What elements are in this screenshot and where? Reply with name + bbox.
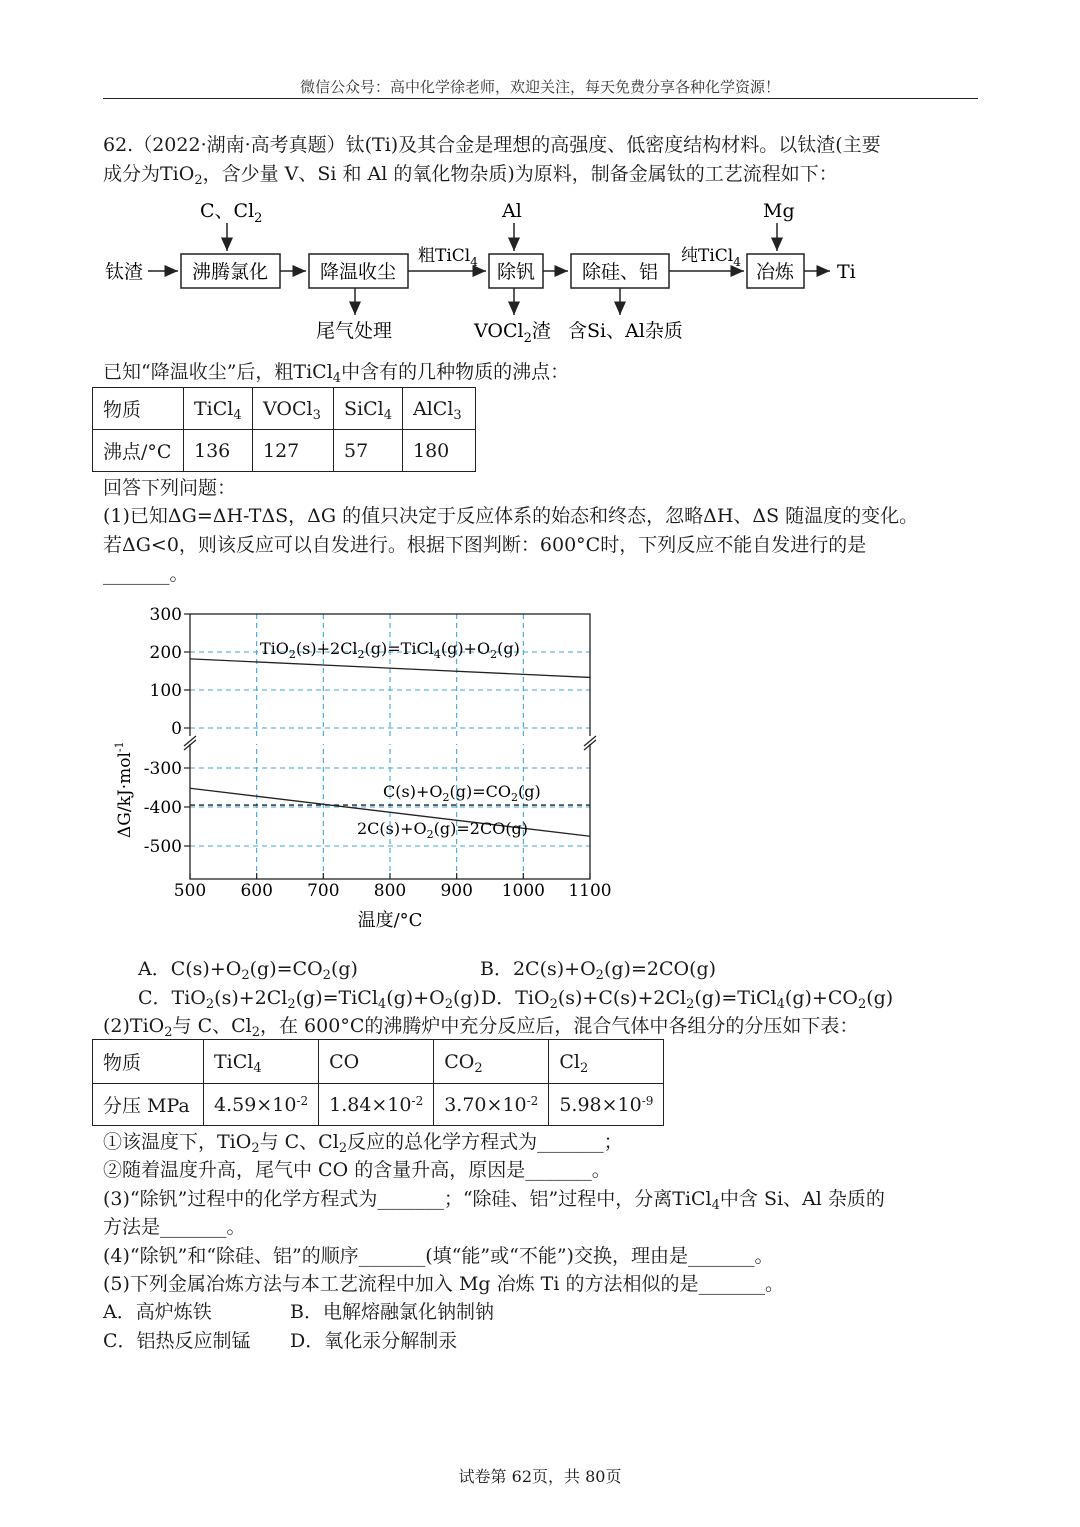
flow-input-mg: Mg bbox=[763, 200, 795, 222]
bp-header-cell: SiCl$_4$ bbox=[334, 388, 403, 430]
bp-cell: 57 bbox=[334, 430, 403, 472]
y-tick-label: 300 bbox=[149, 605, 182, 625]
delta-g-chart bbox=[100, 598, 620, 943]
y-tick-label: 100 bbox=[149, 681, 182, 701]
option-5B: B．电解熔融氯化钠制钠 bbox=[290, 1301, 494, 1323]
x-tick-label: 1100 bbox=[568, 881, 612, 901]
x-axis-label: 温度/°C bbox=[357, 910, 423, 931]
flow-end-label: Ti bbox=[837, 261, 856, 283]
flow-box-smelting-label: 冶炼 bbox=[755, 261, 795, 283]
option-1B: B．$2C(s)+O_2(g)=2CO(g)$ bbox=[480, 958, 717, 983]
flow-start-label: 钛渣 bbox=[105, 261, 144, 283]
answer-intro: 回答下列问题： bbox=[103, 477, 237, 499]
pp-cell: $4.59\times 10^{-2}$ bbox=[204, 1084, 319, 1126]
pp-cell: $5.98\times 10^{-9}$ bbox=[549, 1084, 664, 1126]
pp-cell: $3.70\times 10^{-2}$ bbox=[434, 1084, 549, 1126]
flow-input-al: Al bbox=[502, 200, 522, 222]
q3-line-1: (3)“除钒”过程中的化学方程式为_______；“除硅、铝”过程中，分离TiCl$_4$中含 Si、Al 杂质的 bbox=[103, 1188, 885, 1213]
series-label-c-co2: $C(s)+O_2(g)=CO_2(g)$ bbox=[383, 782, 541, 804]
q5-line: (5)下列金属冶炼方法与本工艺流程中加入 Mg 冶炼 Ti 的方法相似的是_______。 bbox=[103, 1273, 784, 1295]
question-line-2: 成分为TiO$_2$，含少量 V、Si 和 Al 的氧化物杂质)为原料，制备金属钛的工艺流程如下： bbox=[103, 163, 838, 188]
bp-header-cell: 物质 bbox=[93, 388, 184, 430]
option-1D: D．$TiO_2(s)+C(s)+2Cl_2(g)=TiCl_4(g)+CO_2(g)$ bbox=[481, 987, 894, 1012]
option-1C: C．$TiO_2(s)+2Cl_2(g)=TiCl_4(g)+O_2(g)$ bbox=[138, 987, 480, 1012]
bp-header-cell: VOCl$_3$ bbox=[253, 388, 334, 430]
bp-cell: 180 bbox=[403, 430, 476, 472]
option-5A: A．高炉炼铁 bbox=[103, 1301, 212, 1323]
pp-header-cell: CO bbox=[319, 1040, 434, 1084]
process-flow-diagram bbox=[100, 195, 900, 355]
y-tick-label: -300 bbox=[143, 759, 182, 779]
flow-box-chlorination-label: 沸腾氯化 bbox=[191, 261, 269, 283]
question-line-1: 62.（2022·湖南·高考真题）钛(Ti)及其合金是理想的高强度、低密度结构材料。以钛渣(主要 bbox=[103, 134, 881, 156]
y-axis-label: ΔG/kJ·mol$^{-1}$ bbox=[113, 741, 135, 838]
pp-header-row bbox=[93, 1040, 664, 1084]
flow-output-si-al: 含Si、Al杂质 bbox=[568, 320, 683, 342]
x-tick-label: 700 bbox=[307, 881, 340, 901]
flow-box-vanadium-removal-label: 除钒 bbox=[496, 261, 536, 283]
boiling-point-table bbox=[92, 387, 476, 472]
partial-pressure-table bbox=[92, 1039, 664, 1126]
bp-cell: 127 bbox=[253, 430, 334, 472]
y-tick-label: -500 bbox=[143, 837, 182, 857]
x-tick-label: 500 bbox=[173, 881, 207, 901]
option-1A: A．$C(s)+O_2(g)=CO_2(g)$ bbox=[138, 958, 358, 983]
q3-line-2: 方法是_______。 bbox=[103, 1216, 246, 1238]
flow-box-si-al-removal-label: 除硅、铝 bbox=[581, 261, 659, 283]
q2-sub-2: ②随着温度升高，尾气中 CO 的含量升高，原因是_______。 bbox=[103, 1159, 611, 1181]
flow-output-tail-gas: 尾气处理 bbox=[316, 320, 393, 342]
bp-value-row bbox=[93, 430, 476, 472]
q1-line-3: _______。 bbox=[103, 563, 189, 585]
pp-cell: $1.84\times 10^{-2}$ bbox=[319, 1084, 434, 1126]
bp-header-row bbox=[93, 388, 476, 430]
y-tick-label: -400 bbox=[143, 798, 182, 818]
series-label-2c-2co: $2C(s)+O_2(g)=2CO(g)$ bbox=[357, 819, 529, 841]
pp-header-cell: TiCl$_4$ bbox=[204, 1040, 319, 1084]
q2-sub-1: ①该温度下，TiO$_2$与 C、$Cl_2$反应的总化学方程式为_______； bbox=[103, 1131, 623, 1156]
flow-input-c-cl2: C、$Cl_2$ bbox=[200, 200, 263, 226]
y-tick-label: 0 bbox=[171, 719, 182, 739]
known-line: 已知“降温收尘”后，粗TiCl$_4$中含有的几种物质的沸点： bbox=[103, 361, 570, 386]
bp-cell: 136 bbox=[184, 430, 253, 472]
page-header: 微信公众号：高中化学徐老师，欢迎关注，每天免费分享各种化学资源！ bbox=[299, 78, 780, 96]
option-5C: C．铝热反应制锰 bbox=[103, 1330, 251, 1352]
pp-value-row bbox=[93, 1084, 664, 1126]
flow-output-vocl2: VOCl$_2$渣 bbox=[474, 320, 551, 346]
pp-cell: 分压 MPa bbox=[93, 1084, 204, 1126]
pp-header-cell: 物质 bbox=[93, 1040, 204, 1084]
x-tick-label: 900 bbox=[440, 881, 473, 901]
y-tick-label: 200 bbox=[149, 643, 182, 663]
x-tick-label: 800 bbox=[373, 881, 407, 901]
q1-line-2: 若ΔG<0，则该反应可以自发进行。根据下图判断：600°C时，下列反应不能自发进行的是 bbox=[103, 534, 867, 556]
q1-line-1: (1)已知ΔG=ΔH-TΔS，ΔG 的值只决定于反应体系的始态和终态，忽略ΔH、ΔS 随温度的变化。 bbox=[103, 505, 919, 527]
flow-crude-ticl4-label: 粗TiCl$_4$ bbox=[418, 246, 478, 269]
header-divider bbox=[103, 98, 978, 99]
bp-cell: 沸点/°C bbox=[93, 430, 184, 472]
page-footer: 试卷第 62页，共 80页 bbox=[458, 1467, 622, 1486]
option-5D: D．氧化汞分解制汞 bbox=[290, 1330, 458, 1352]
x-tick-label: 600 bbox=[240, 881, 273, 901]
axis-break-gap bbox=[184, 736, 596, 744]
q4-line: (4)“除钒”和“除硅、铝”的顺序_______(填“能”或“不能”)交换，理由是_______。 bbox=[103, 1245, 774, 1267]
q2-line-1: (2)TiO$_2$与 C、$Cl_2$，在 600°C的沸腾炉中充分反应后，混合气体中各组分的分压如下表： bbox=[103, 1015, 859, 1040]
flow-pure-ticl4-label: 纯TiCl$_4$ bbox=[681, 246, 741, 269]
series-label-tio2-cl2: $TiO_2(s)+2Cl_2(g)=TiCl_4(g)+O_2(g)$ bbox=[260, 639, 520, 661]
flow-box-dust-collection-label: 降温收尘 bbox=[319, 261, 397, 283]
bp-header-cell: TiCl$_4$ bbox=[184, 388, 253, 430]
x-tick-label: 1000 bbox=[501, 881, 545, 901]
pp-header-cell: $Cl_2$ bbox=[549, 1040, 664, 1084]
pp-header-cell: $CO_2$ bbox=[434, 1040, 549, 1084]
bp-header-cell: AlCl$_3$ bbox=[403, 388, 476, 430]
